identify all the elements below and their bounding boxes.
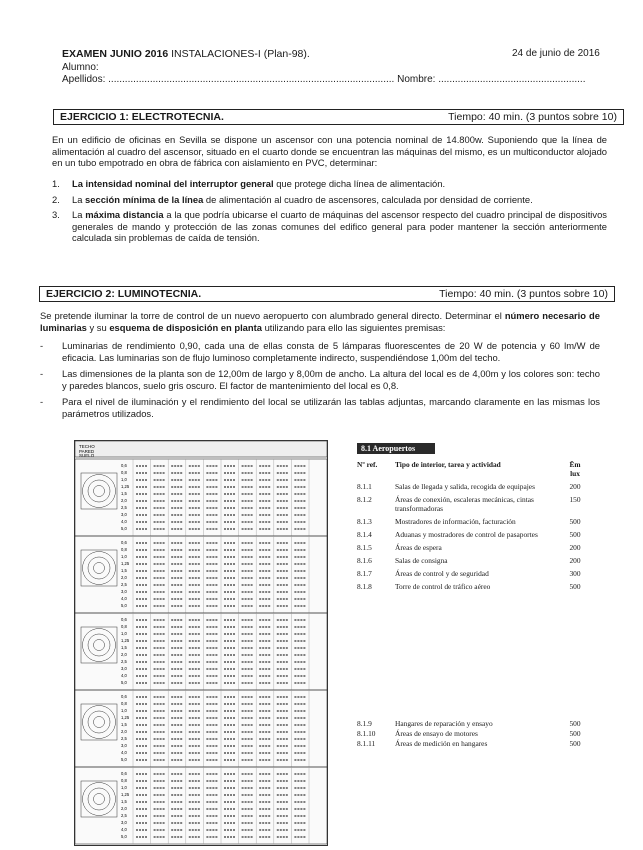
- cell-ref: 8.1.10: [357, 729, 376, 738]
- table-heading: 8.1 Aeropuertos: [357, 443, 435, 454]
- list-item: 1. La intensidad nominal del interruptor general que protege dicha línea de alimentación.: [52, 178, 446, 189]
- k-index-label: 3,0: [121, 589, 127, 594]
- luminaire-block: [75, 690, 327, 767]
- table-row: [357, 582, 612, 591]
- cell-em: 300: [569, 569, 581, 578]
- table-column-headers: Nº ref. Tipo de interior, tarea y actividad Ēm lux: [357, 460, 581, 478]
- k-index-label: 1,0: [121, 477, 127, 482]
- header-suelo: SUELO: [79, 453, 95, 458]
- utilization-table-graphic: [75, 441, 327, 845]
- cell-ref: 8.1.9: [357, 719, 372, 728]
- table-row: [357, 543, 612, 552]
- k-index-label: 2,5: [121, 813, 127, 818]
- header-techo: TECHO: [79, 444, 95, 449]
- cell-em: 500: [569, 582, 581, 591]
- cell-ref: 8.1.8: [357, 582, 372, 591]
- cell-tipo: Áreas de ensayo de motores: [395, 729, 478, 738]
- cell-ref: 8.1.2: [357, 495, 372, 504]
- cell-tipo: Hangares de reparación y ensayo: [395, 719, 493, 728]
- exercise2-time: Tiempo: 40 min. (3 puntos sobre 10): [439, 288, 608, 300]
- k-index-label: 0,6: [121, 540, 127, 545]
- list-item: - Las dimensiones de la planta son de 12,00m de largo y 8,00m de ancho. La altura del local es de 4,00m y los colores son: techo y paredes blancos, suelo gris oscuro. El factor de mantenimiento del local es 0,8.: [40, 368, 600, 391]
- exam-title: EXAMEN JUNIO 2016 INSTALACIONES-I (Plan-98).: [62, 48, 310, 60]
- k-index-label: 1,5: [121, 799, 127, 804]
- exercise1-intro: En un edificio de oficinas en Sevilla se dispone un ascensor con una potencia nominal de 14.800w. Suponiendo que la línea de alimentación al cuadro del ascensor, situado en el cuarto donde se encuentran las máquinas del mismo, es un multiconductor alojado en un tubo empotrado en obra de fábrica con aislamiento en PVC, determinar:: [52, 134, 607, 169]
- k-index-label: 5,0: [121, 680, 127, 685]
- k-index-label: 0,8: [121, 547, 127, 552]
- k-index-label: 0,8: [121, 470, 127, 475]
- k-index-label: 2,5: [121, 582, 127, 587]
- k-index-label: 1,0: [121, 785, 127, 790]
- cell-em: 500: [569, 739, 581, 748]
- exercise1-list: [52, 178, 607, 248]
- k-index-label: 3,0: [121, 743, 127, 748]
- k-index-label: 2,0: [121, 806, 127, 811]
- cell-em: 150: [569, 495, 581, 504]
- list-item: - Luminarias de rendimiento 0,90, cada una de ellas consta de 5 lámparas fluorescentes de 20 W de potencia y 60 lm/W de eficacia. Las luminarias son de flujo luminoso completamente indirecto, suspendiéndose 1,00m del techo.: [40, 340, 600, 363]
- table-row: [357, 569, 612, 578]
- k-index-label: 1,0: [121, 631, 127, 636]
- cell-ref: 8.1.7: [357, 569, 372, 578]
- cell-ref: 8.1.4: [357, 530, 372, 539]
- header-pared: PARED: [79, 449, 95, 454]
- k-index-label: 1,0: [121, 554, 127, 559]
- k-index-label: 2,0: [121, 652, 127, 657]
- alumno-label: Alumno:: [62, 62, 99, 73]
- k-index-label: 2,0: [121, 498, 127, 503]
- cell-tipo: Mostradores de información, facturación: [395, 517, 516, 526]
- k-index-label: 1,5: [121, 491, 127, 496]
- list-item: - Para el nivel de iluminación y el rendimiento del local se utilizarán las tablas adjuntas, marcando claramente en las mismas los parámetros utilizados.: [40, 396, 600, 419]
- k-index-label: 0,8: [121, 701, 127, 706]
- luminaire-polar-icon: [81, 704, 117, 740]
- k-index-label: 1,5: [121, 645, 127, 650]
- exercise2-intro: Se pretende iluminar la torre de control de un nuevo aeropuerto con alumbrado general directo. Determinar el número necesario de luminarias y su esquema de disposición en planta utilizando para ello las siguientes premisas:: [40, 310, 600, 333]
- k-index-label: 4,0: [121, 673, 127, 678]
- exercise1-header: [53, 109, 624, 125]
- k-index-label: 0,8: [121, 778, 127, 783]
- k-index-label: 2,0: [121, 729, 127, 734]
- cell-tipo: Aduanas y mostradores de control de pasaportes: [395, 530, 538, 539]
- airports-illuminance-table: [357, 443, 612, 749]
- cell-ref: 8.1.6: [357, 556, 372, 565]
- utilization-factor-table: [74, 440, 328, 846]
- table-row: [357, 556, 612, 565]
- k-index-label: 0,8: [121, 624, 127, 629]
- cell-em: 200: [569, 482, 581, 491]
- k-index-label: 2,5: [121, 505, 127, 510]
- luminaire-polar-icon: [81, 550, 117, 586]
- k-index-label: 0,6: [121, 771, 127, 776]
- table-row: [357, 530, 612, 539]
- table-row: [357, 482, 612, 491]
- k-index-label: 3,0: [121, 666, 127, 671]
- exercise1-title: EJERCICIO 1: ELECTROTECNIA.: [60, 111, 224, 123]
- exercise2-list: [40, 340, 600, 425]
- luminaire-block: [75, 536, 327, 613]
- cell-ref: 8.1.3: [357, 517, 372, 526]
- cell-ref: 8.1.11: [357, 739, 376, 748]
- luminaire-block: [75, 613, 327, 690]
- cell-tipo: Torre de control de tráfico aéreo: [395, 582, 491, 591]
- list-item: 2. La sección mínima de la línea de alimentación al cuadro de ascensores, calculada por densidad de corriente.: [52, 193, 533, 205]
- k-index-label: 4,0: [121, 827, 127, 832]
- cell-tipo: Áreas de conexión, escaleras mecánicas, cintas transformadoras: [395, 495, 534, 513]
- cell-tipo: Salas de consigna: [395, 556, 448, 565]
- table-row: [357, 729, 612, 738]
- table-header-row: [75, 441, 327, 458]
- nombre-label: Nombre: .....................................................: [397, 74, 586, 85]
- k-index-label: 2,5: [121, 736, 127, 741]
- cell-em: 500: [569, 517, 581, 526]
- cell-em: 200: [569, 543, 581, 552]
- k-index-label: 1,5: [121, 568, 127, 573]
- k-index-label: 1,5: [121, 722, 127, 727]
- k-index-label: 5,0: [121, 526, 127, 531]
- k-index-label: 4,0: [121, 596, 127, 601]
- k-index-label: 0,6: [121, 694, 127, 699]
- k-index-label: 5,0: [121, 834, 127, 839]
- luminaire-polar-icon: [81, 473, 117, 509]
- k-index-label: 1,25: [121, 715, 130, 720]
- apellidos-line: Apellidos: ....................................................................................................... Nombre: .....................................................: [62, 74, 586, 85]
- luminaire-polar-icon: [81, 781, 117, 817]
- exercise1-time: Tiempo: 40 min. (3 puntos sobre 10): [448, 111, 617, 123]
- k-index-label: 1,25: [121, 792, 130, 797]
- k-index-label: 3,0: [121, 512, 127, 517]
- luminaire-block: [75, 767, 327, 844]
- luminaire-polar-icon: [81, 627, 117, 663]
- cell-em: 500: [569, 530, 581, 539]
- k-index-label: 3,0: [121, 820, 127, 825]
- table-row: [357, 495, 612, 513]
- table-row: [357, 719, 612, 728]
- exam-date: 24 de junio de 2016: [512, 48, 600, 59]
- k-index-label: 2,0: [121, 575, 127, 580]
- k-index-label: 1,25: [121, 484, 130, 489]
- k-index-label: 5,0: [121, 757, 127, 762]
- cell-em: 200: [569, 556, 581, 565]
- cell-em: 500: [569, 729, 581, 738]
- cell-tipo: Áreas de espera: [395, 543, 442, 552]
- cell-ref: 8.1.5: [357, 543, 372, 552]
- k-index-label: 0,6: [121, 617, 127, 622]
- table-row: [357, 739, 612, 748]
- luminaire-block: [75, 459, 327, 536]
- exercise2-header: [39, 286, 615, 302]
- cell-ref: 8.1.1: [357, 482, 372, 491]
- cell-tipo: Áreas de medición en hangares: [395, 739, 488, 748]
- cell-em: 500: [569, 719, 581, 728]
- cell-tipo: Salas de llegada y salida, recogida de equipajes: [395, 482, 535, 491]
- k-index-label: 4,0: [121, 519, 127, 524]
- list-item: 3. La máxima distancia a la que podría ubicarse el cuarto de máquinas del ascensor respecto del cuadro principal de dispositivos generales de mando y protección de las zonas comunes del edifico general para poder mantener la sección anteriormente calculada sin problemas de caída de tensión.: [52, 209, 607, 244]
- exercise2-title: EJERCICIO 2: LUMINOTECNIA.: [46, 288, 202, 300]
- k-index-label: 1,25: [121, 638, 130, 643]
- k-index-label: 0,6: [121, 463, 127, 468]
- k-index-label: 4,0: [121, 750, 127, 755]
- k-index-label: 1,0: [121, 708, 127, 713]
- table-row: [357, 517, 612, 526]
- k-index-label: 5,0: [121, 603, 127, 608]
- cell-tipo: Áreas de control y de seguridad: [395, 569, 489, 578]
- k-index-label: 1,25: [121, 561, 130, 566]
- k-index-label: 2,5: [121, 659, 127, 664]
